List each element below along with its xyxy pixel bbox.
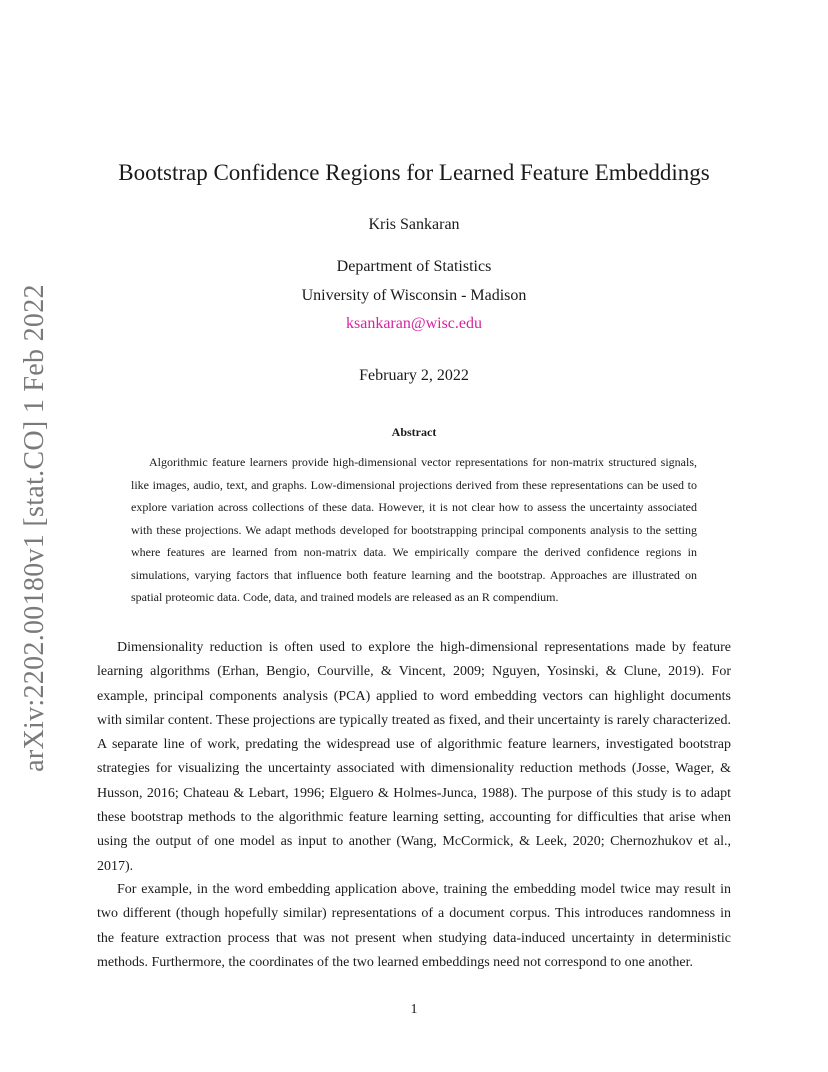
affiliation-department: Department of Statistics [336, 258, 492, 275]
page-number: 1 [410, 1002, 418, 1017]
publication-date: February 2, 2022 [359, 367, 469, 384]
author-name: Kris Sankaran [368, 216, 460, 233]
affiliation-university: University of Wisconsin - Madison [301, 287, 527, 304]
paper-title: Bootstrap Confidence Regions for Learned Feature Embeddings [118, 160, 710, 185]
author-email-link[interactable]: ksankaran@wisc.edu [345, 315, 483, 332]
body-paragraph: For example, in the word embedding application above, training the embedding model twice may result in two different (though hopefully similar) representations of a document corpus. This introduces randomness in the feature extraction process that was not present when studying data-induced uncertainty in deterministic methods. Furthermore, the coordinates of the two learned embeddings need not correspond to one another. [97, 882, 731, 970]
abstract-text: Algorithmic feature learners provide high-dimensional vector representations for non-matrix structured signals, like images, audio, text, and graphs. Low-dimensional projections derived from these representations can be used to explore variation across collections of these data. However, it is not clear how to assess the uncertainty associated with these projections. We adapt methods developed for bootstrapping principal components analysis to the setting where features are learned from non-matrix data. We empirically compare the derived confidence regions in simulations, varying factors that influence both feature learning and the bootstrap. Approaches are illustrated on spatial proteomic data. Code, data, and trained models are released as an R compendium. [131, 455, 697, 604]
arxiv-identifier-stamp: arXiv:2202.00180v1 [stat.CO] 1 Feb 2022 [19, 284, 50, 772]
body-paragraph: Dimensionality reduction is often used to explore the high-dimensional representations made by feature learning algorithms (Erhan, Bengio, Courville, & Vincent, 2009; Nguyen, Yosinski, & Clune, 2019). For example, principal components analysis (PCA) applied to word embedding vectors can highlight documents with similar content. These projections are typically treated as fixed, and their uncertainty is rarely characterized. A separate line of work, predating the widespread use of algorithmic feature learners, investigated bootstrap strategies for visualizing the uncertainty associated with dimensionality reduction methods (Josse, Wager, & Husson, 2016; Chateau & Lebart, 1996; Elguero & Holmes-Junca, 1988). The purpose of this study is to adapt these bootstrap methods to the algorithmic feature learning setting, accounting for difficulties that arise when using the output of one model as input to another (Wang, McCormick, & Leek, 2020; Chernozhukov et al., 2017). [97, 640, 731, 874]
abstract-heading: Abstract [391, 425, 437, 439]
